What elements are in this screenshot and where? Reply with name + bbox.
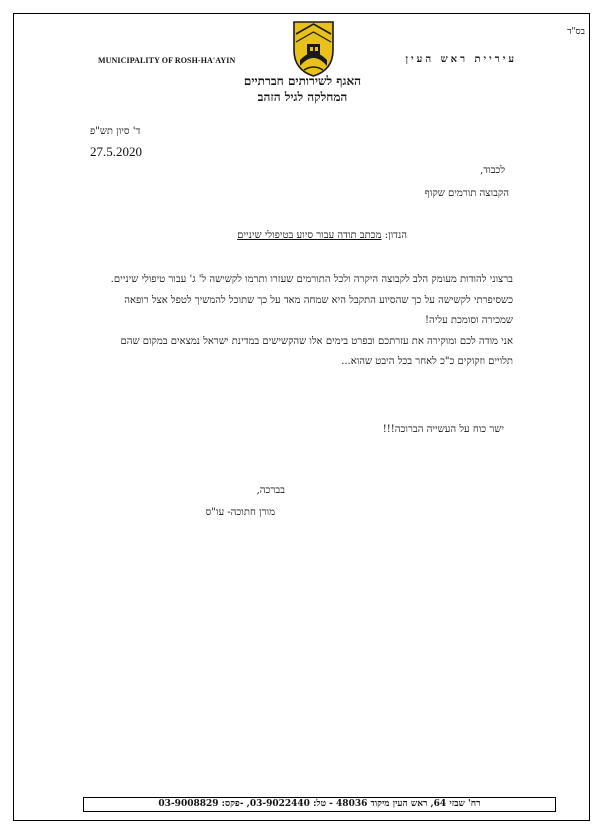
letter-body [93, 270, 513, 373]
regards: בברכה, [256, 485, 285, 496]
body-paragraph-2: כשסיפרתי לקשישה על כך שהסיוע התקבל היא שמחה מאד על כך שתוכל להמשיך לטפל אצל רופאה שמכירה וסומכת עליה! [124, 294, 513, 326]
body-paragraph-1: ברצוני להודות מעומק הלב לקבוצה היקרה ולכל התורמים שעזרו ותרמו לקשישה ל' ג' עבור טיפולי שיניים. [110, 274, 513, 285]
signature: מורן חתוכה- עו"ס [205, 507, 275, 518]
body-paragraph-3: אני מודה לכם ומוקירה את עזרתכם ובפרט בימים אלו שהקשישים במדינת ישראל נמצאים במקום שהם תלויים וזקוקים כ"כ לאחר בכל היבט שהוא... [120, 335, 513, 367]
closing-line: ישר כוח על העשייה הברוכה!!! [382, 424, 504, 435]
recipient: הקבוצה תורמים שקוף [424, 188, 509, 199]
subject-text: מכתב תודה עבור סיוע בטיפולי שיניים [237, 230, 382, 241]
hebrew-date: ד' סיון תש"פ [90, 126, 141, 137]
subject-line [237, 230, 407, 241]
municipality-name-en: MUNICIPALITY OF ROSH-HA'AYIN [98, 56, 236, 65]
subject-label: הנדון: [384, 230, 407, 241]
greeting: לכבוד, [480, 165, 505, 176]
bsd-mark: בס"ד [567, 27, 585, 37]
department-subtitle: המחלקה לגיל הזהב [257, 90, 348, 104]
municipality-emblem-icon [292, 20, 335, 77]
gregorian-date: 27.5.2020 [90, 144, 142, 159]
department-title: האגף לשירותים חברתיים [243, 74, 362, 88]
footer-address: רח' שבזי 64, ראש העין מיקוד 48036 - טל: 03-9022440, -פקס: 03-9008829 [83, 797, 556, 812]
municipality-name-he: עיריית ראש העין [405, 54, 517, 65]
